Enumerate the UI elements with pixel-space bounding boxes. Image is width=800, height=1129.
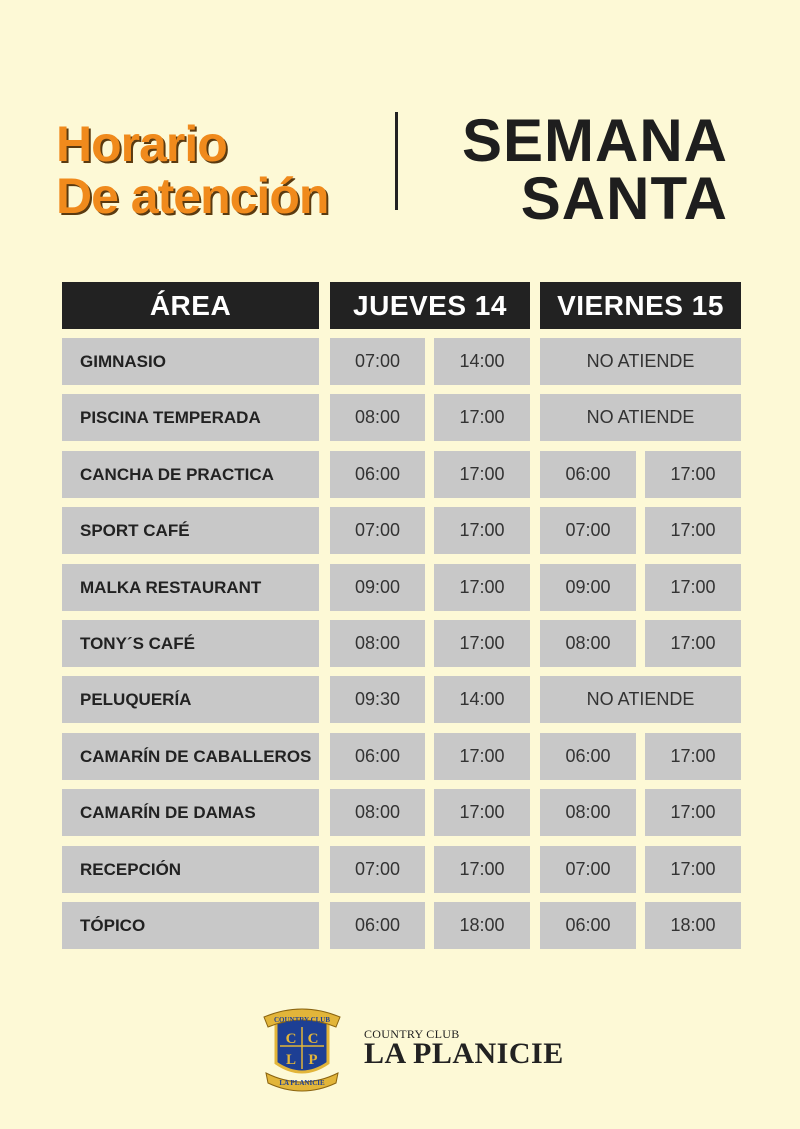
thursday-open-cell: 08:00 — [330, 394, 425, 441]
thursday-open-cell: 09:00 — [330, 564, 425, 611]
thursday-close-cell: 17:00 — [434, 507, 530, 554]
title-right-line-1: SEMANA — [461, 107, 728, 174]
thursday-open-cell: 08:00 — [330, 620, 425, 667]
friday-open-cell: 08:00 — [540, 789, 636, 836]
friday-open-cell: 08:00 — [540, 620, 636, 667]
friday-open-cell: 07:00 — [540, 846, 636, 893]
area-cell: PELUQUERÍA — [62, 676, 319, 723]
area-cell: CANCHA DE PRACTICA — [62, 451, 319, 498]
header-area: ÁREA — [62, 282, 319, 329]
friday-close-cell: 18:00 — [645, 902, 741, 949]
thursday-open-cell: 07:00 — [330, 338, 425, 385]
friday-close-cell: 17:00 — [645, 564, 741, 611]
header-thursday: JUEVES 14 — [330, 282, 530, 329]
area-cell: CAMARÍN DE CABALLEROS — [62, 733, 319, 780]
thursday-close-cell: 17:00 — [434, 451, 530, 498]
club-logo — [262, 1003, 342, 1093]
area-cell: TÓPICO — [62, 902, 319, 949]
friday-close-cell: 17:00 — [645, 507, 741, 554]
title-line-1: Horario — [56, 116, 227, 172]
friday-closed-cell: NO ATIENDE — [540, 676, 741, 723]
thursday-close-cell: 17:00 — [434, 620, 530, 667]
thursday-close-cell: 18:00 — [434, 902, 530, 949]
title-divider — [395, 112, 398, 210]
header-friday: VIERNES 15 — [540, 282, 741, 329]
thursday-close-cell: 17:00 — [434, 733, 530, 780]
logo-bottom-text: LA PLANICIE — [279, 1079, 325, 1087]
title-right — [461, 107, 728, 232]
friday-open-cell: 06:00 — [540, 902, 636, 949]
thursday-open-cell: 06:00 — [330, 733, 425, 780]
area-cell: SPORT CAFÉ — [62, 507, 319, 554]
logo-letter-1: C — [285, 1031, 297, 1047]
brand-name: LA PLANICIE — [364, 1037, 564, 1070]
area-cell: PISCINA TEMPERADA — [62, 394, 319, 441]
thursday-close-cell: 17:00 — [434, 789, 530, 836]
friday-closed-cell: NO ATIENDE — [540, 394, 741, 441]
logo-letter-2: C — [307, 1031, 319, 1047]
thursday-open-cell: 06:00 — [330, 902, 425, 949]
thursday-close-cell: 17:00 — [434, 394, 530, 441]
area-cell: CAMARÍN DE DAMAS — [62, 789, 319, 836]
friday-closed-cell: NO ATIENDE — [540, 338, 741, 385]
friday-close-cell: 17:00 — [645, 846, 741, 893]
logo-letter-4: P — [308, 1052, 318, 1068]
title-left — [56, 118, 328, 222]
thursday-open-cell: 06:00 — [330, 451, 425, 498]
thursday-close-cell: 14:00 — [434, 338, 530, 385]
friday-open-cell: 06:00 — [540, 733, 636, 780]
logo-top-text: COUNTRY CLUB — [273, 1016, 331, 1024]
thursday-open-cell: 09:30 — [330, 676, 425, 723]
area-cell: TONY´S CAFÉ — [62, 620, 319, 667]
friday-close-cell: 17:00 — [645, 451, 741, 498]
friday-open-cell: 07:00 — [540, 507, 636, 554]
brand-subtitle: COUNTRY CLUB — [364, 1027, 460, 1041]
logo-letter-3: L — [285, 1052, 297, 1068]
friday-close-cell: 17:00 — [645, 733, 741, 780]
friday-close-cell: 17:00 — [645, 620, 741, 667]
area-cell: GIMNASIO — [62, 338, 319, 385]
friday-open-cell: 06:00 — [540, 451, 636, 498]
title-line-2: De atención — [56, 168, 329, 224]
title-right-line-2: SANTA — [520, 165, 728, 232]
area-cell: RECEPCIÓN — [62, 846, 319, 893]
thursday-close-cell: 17:00 — [434, 846, 530, 893]
area-cell: MALKA RESTAURANT — [62, 564, 319, 611]
thursday-open-cell: 08:00 — [330, 789, 425, 836]
thursday-open-cell: 07:00 — [330, 846, 425, 893]
thursday-close-cell: 17:00 — [434, 564, 530, 611]
friday-open-cell: 09:00 — [540, 564, 636, 611]
friday-close-cell: 17:00 — [645, 789, 741, 836]
thursday-close-cell: 14:00 — [434, 676, 530, 723]
thursday-open-cell: 07:00 — [330, 507, 425, 554]
